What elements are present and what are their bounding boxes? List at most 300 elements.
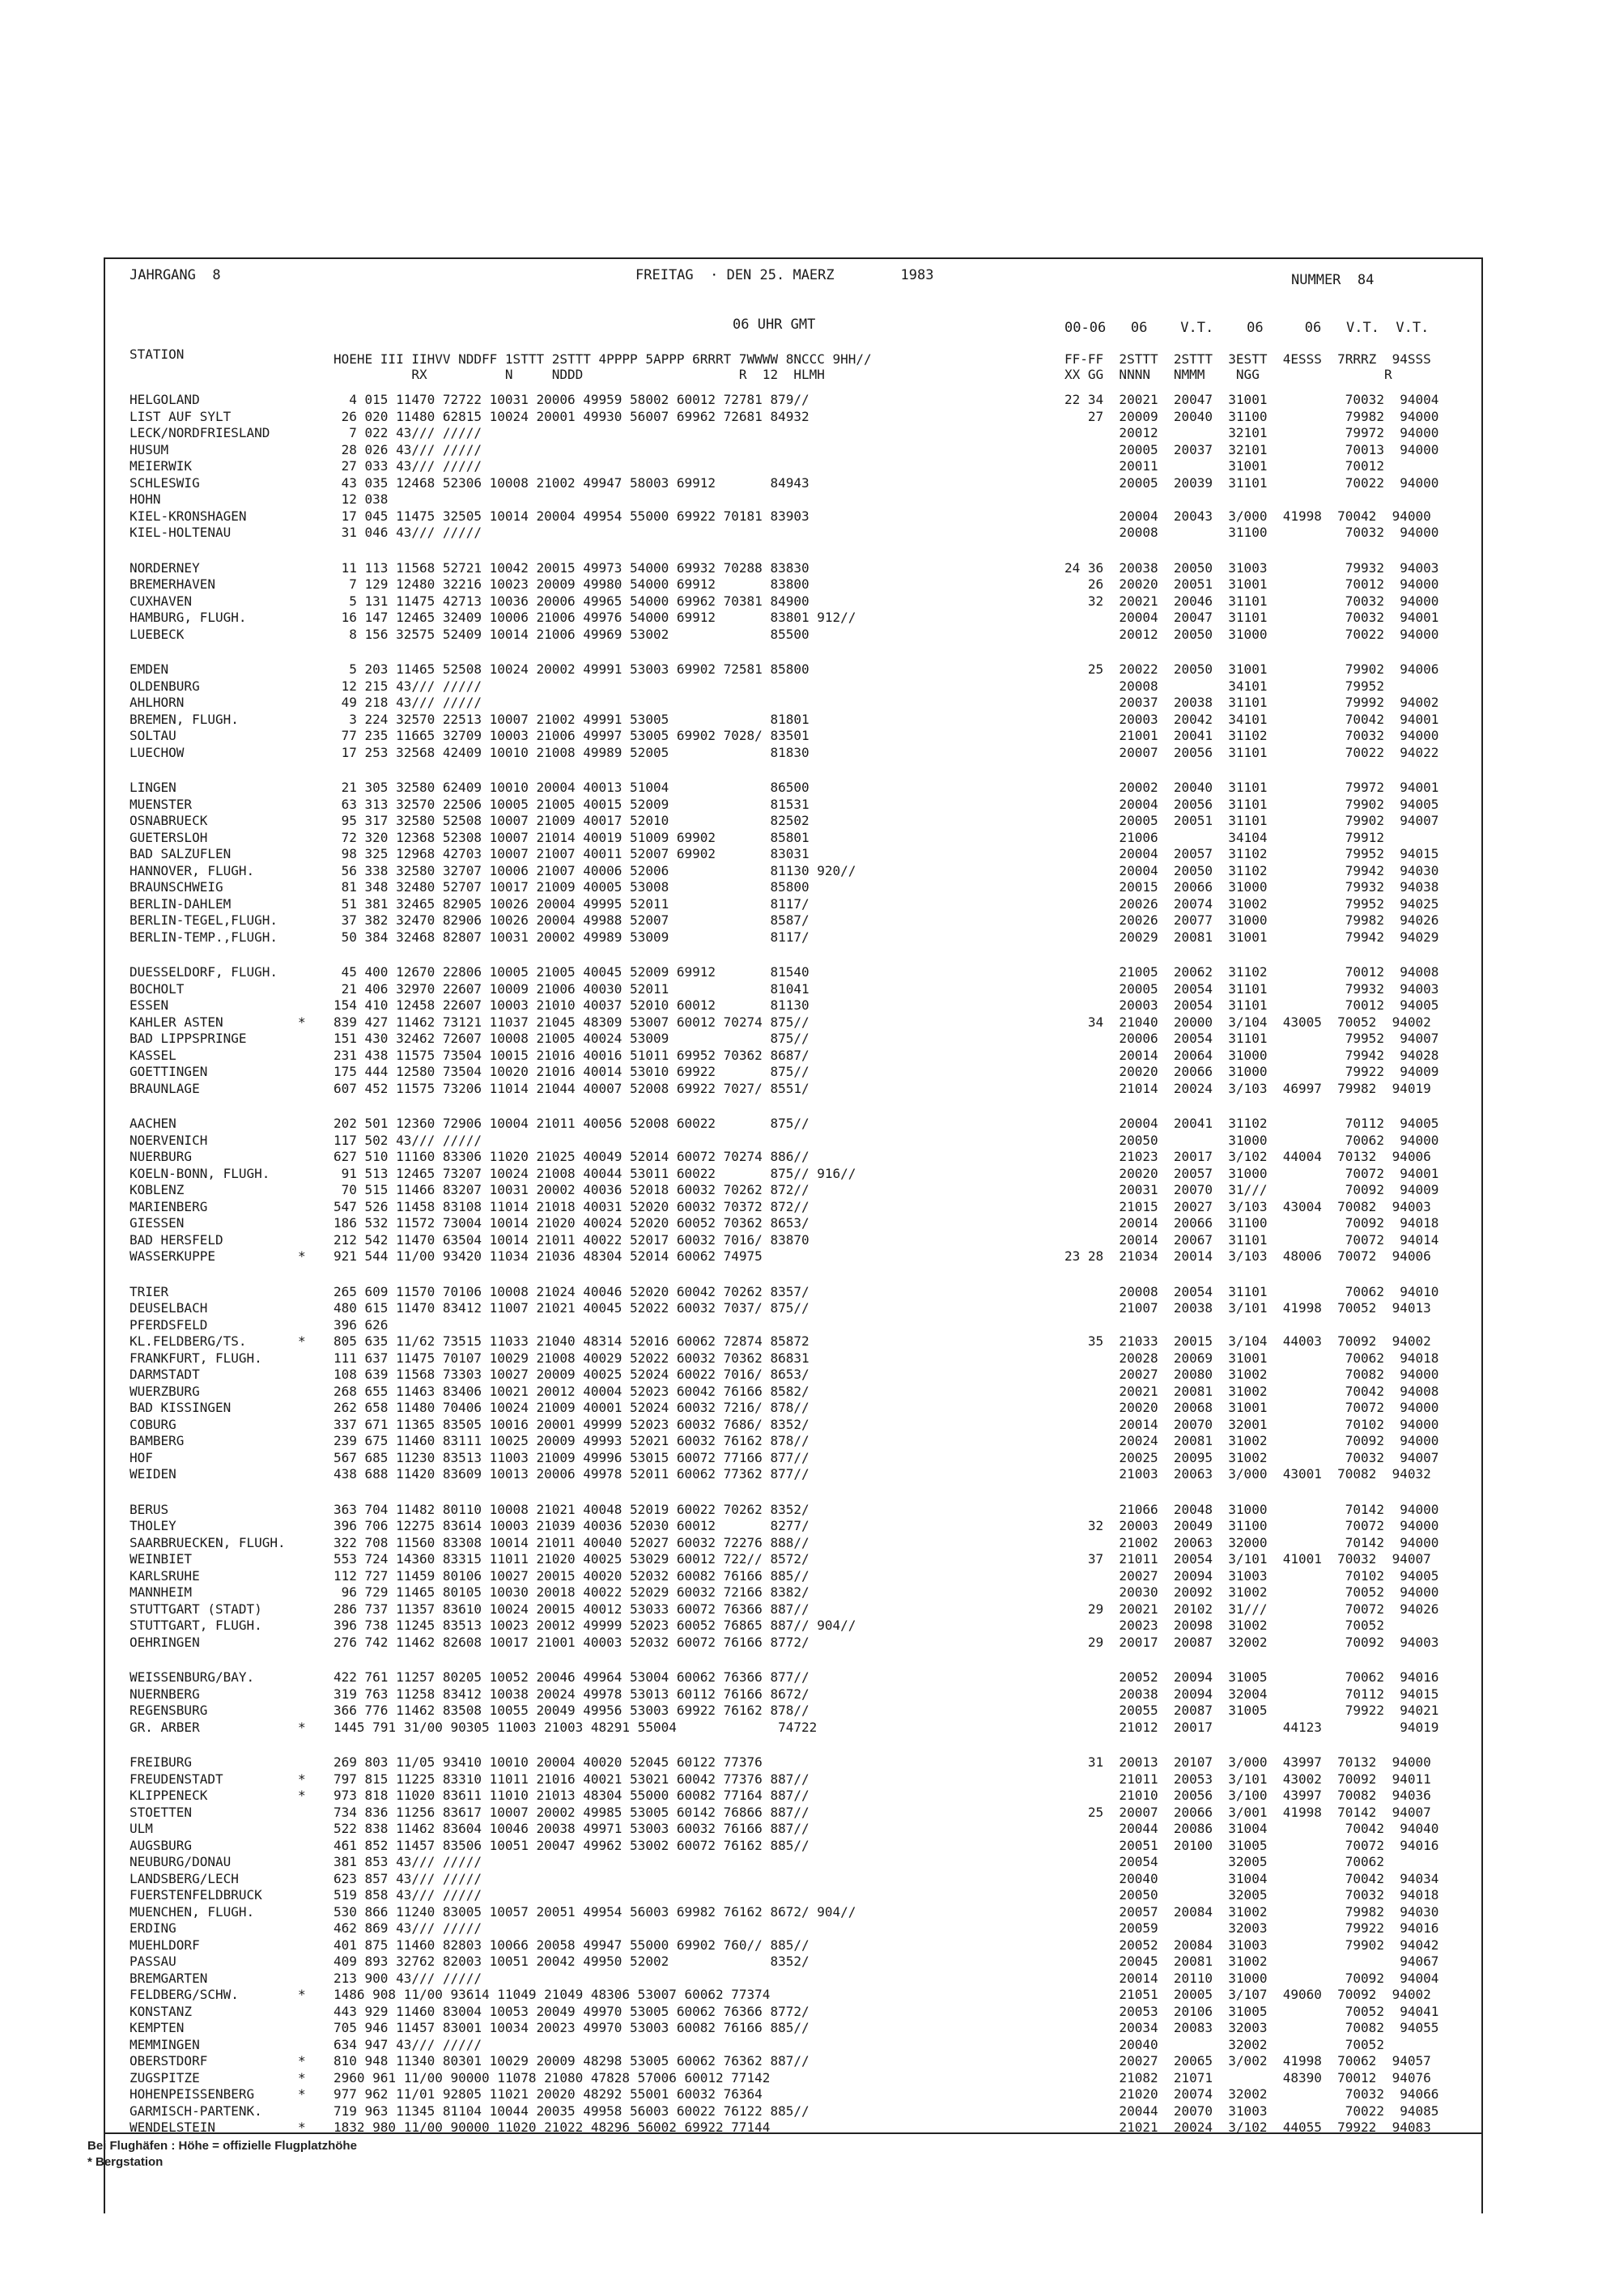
extra-data: 21021 20024 3/102 44055 79922 94083 <box>1064 2120 1431 2135</box>
station-row <box>130 1686 1473 1703</box>
station-row <box>130 1618 1473 1635</box>
station-name: NUERBURG <box>130 1149 193 1164</box>
station-row <box>130 1669 1473 1686</box>
report-number: NUMMER 84 <box>1291 272 1375 288</box>
extra-data: 20014 20066 31100 70092 94018 <box>1064 1215 1439 1231</box>
station-row <box>130 1920 1473 1937</box>
jahrgang: JAHRGANG 8 <box>130 267 221 283</box>
synop-data: 401 875 11460 82803 10066 20058 49947 55000 69902 760// 885// <box>334 1937 810 1953</box>
station-row <box>130 491 1473 508</box>
extra-data: 20031 20070 31/// 70092 94009 <box>1064 1182 1439 1197</box>
station-row <box>130 1317 1473 1334</box>
station-row <box>130 1215 1473 1232</box>
station-name: WUERZBURG <box>130 1383 200 1399</box>
station-name: ESSEN <box>130 997 169 1013</box>
extra-data: 32 20003 20049 31100 70072 94000 <box>1064 1518 1439 1533</box>
synop-data: 151 430 32462 72607 10008 21005 40024 53009 875// <box>334 1031 810 1046</box>
station-name: BREMEN, FLUGH. <box>130 711 239 727</box>
synop-data: 31 046 43/// ///// <box>334 525 482 540</box>
station-row <box>130 525 1473 542</box>
synop-data: 111 637 11475 70107 10029 21008 40029 52022 60032 70362 86831 <box>334 1350 810 1366</box>
synop-data: 396 706 12275 83614 10003 21039 40036 52030 60012 8277/ <box>334 1518 810 1533</box>
synop-data: 2960 961 11/00 90000 11078 21080 47828 57006 60012 77142 <box>334 2069 771 2086</box>
synop-data: 4 015 11470 72722 10031 20006 49959 58002 60012 72781 879// <box>334 392 810 407</box>
report-date: FREITAG · DEN 25. MAERZ 1983 <box>635 267 934 283</box>
station-name: SCHLESWIG <box>130 474 200 491</box>
station-row <box>130 896 1473 913</box>
synop-data: 239 675 11460 83111 10025 20009 49993 52021 60032 76162 878// <box>334 1433 810 1448</box>
synop-data: 286 737 11357 83610 10024 20015 40012 53033 60072 76366 887// <box>334 1601 810 1617</box>
synop-data: 322 708 11560 83308 10014 21011 40040 52027 60032 72276 888// <box>334 1534 810 1550</box>
synop-data: 28 026 43/// ///// <box>334 441 482 457</box>
synop-data: 461 852 11457 83506 10051 20047 49962 53002 60072 76162 885// <box>334 1837 810 1853</box>
synop-data: 37 382 32470 82906 10026 20004 49988 52007 8587/ <box>334 912 810 928</box>
station-row <box>130 1987 1473 2004</box>
extra-data: 25 20007 20066 3/001 41998 70142 94007 <box>1064 1804 1431 1820</box>
extra-data: 20026 20074 31002 79952 94025 <box>1064 895 1439 912</box>
extra-data: 21014 20024 3/103 46997 79982 94019 <box>1064 1080 1431 1096</box>
extra-data: 20050 32005 70032 94018 <box>1064 1887 1439 1903</box>
station-row <box>130 1064 1473 1081</box>
synop-data: 72 320 12368 52308 10007 21014 40019 51009 69902 85801 <box>334 829 810 845</box>
synop-data: 8 156 32575 52409 10014 21006 49969 53002 85500 <box>334 626 810 642</box>
synop-data: 108 639 11568 73303 10027 20009 40025 52024 60022 7016/ 8653/ <box>334 1367 810 1382</box>
extra-data: 20011 31001 70012 <box>1064 458 1384 474</box>
station-row <box>130 1805 1473 1822</box>
station-name: WENDELSTEIN <box>130 2120 215 2135</box>
extra-data: 20008 31100 70032 94000 <box>1064 525 1439 540</box>
station-name: OLDENBURG <box>130 678 200 694</box>
synop-data: 70 515 11466 83207 10031 20002 40036 52018 60032 70262 872// <box>334 1182 810 1197</box>
station-row <box>130 1635 1473 1652</box>
extra-data: 20002 20040 31101 79972 94001 <box>1064 780 1439 795</box>
synop-data: 422 761 11257 80205 10052 20046 49964 53004 60062 76366 877// <box>334 1669 810 1685</box>
station-row <box>130 1821 1473 1838</box>
synop-data: 269 803 11/05 93410 10010 20004 40020 52045 60122 77376 <box>334 1754 763 1770</box>
extra-data: 20054 32005 70062 <box>1064 1854 1384 1869</box>
station-row <box>130 846 1473 863</box>
station-name: BAD LIPPSPRINGE <box>130 1031 247 1046</box>
station-group <box>130 780 1473 946</box>
extra-data: 20006 20054 31101 79952 94007 <box>1064 1031 1439 1046</box>
synop-data: 381 853 43/// ///// <box>334 1854 482 1869</box>
extra-data: 20014 20067 31101 70072 94014 <box>1064 1231 1439 1248</box>
extra-data: 21003 20063 3/000 43001 70082 94032 <box>1064 1466 1431 1482</box>
synop-data: 337 671 11365 83505 10016 20001 49999 52023 60032 7686/ 8352/ <box>334 1416 810 1432</box>
station-row <box>130 1535 1473 1552</box>
synop-data: 480 615 11470 83412 11007 21021 40045 52022 60032 7037/ 875// <box>334 1300 810 1316</box>
station-name: HOHENPEISSENBERG <box>130 2086 255 2102</box>
station-name: MUEHLDORF <box>130 1937 200 1953</box>
extra-data: 21015 20027 3/103 43004 70082 94003 <box>1064 1198 1431 1214</box>
extra-data: 20037 20038 31101 79992 94002 <box>1064 695 1439 710</box>
extra-data: 20053 20106 31005 70052 94041 <box>1064 2003 1439 2019</box>
station-name: WEINBIET <box>130 1551 193 1567</box>
extra-data: 20005 20054 31101 79932 94003 <box>1064 980 1439 997</box>
station-row <box>130 2053 1473 2070</box>
extra-data: 21023 20017 3/102 44004 70132 94006 <box>1064 1149 1431 1164</box>
synop-data: 396 626 <box>334 1316 389 1333</box>
station-name: BERLIN-DAHLEM <box>130 895 232 912</box>
station-group <box>130 964 1473 1097</box>
station-row <box>130 1081 1473 1098</box>
station-name: WEISSENBURG/BAY. <box>130 1669 255 1685</box>
extra-data: 29 20017 20087 32002 70092 94003 <box>1064 1634 1439 1650</box>
extra-data: 20014 20064 31000 79942 94028 <box>1064 1047 1439 1063</box>
extra-data: 21020 20074 32002 70032 94066 <box>1064 2086 1439 2102</box>
extra-data: 20015 20066 31000 79932 94038 <box>1064 879 1439 895</box>
synop-data: 363 704 11482 80110 10008 21021 40048 52019 60022 70262 8352/ <box>334 1501 810 1517</box>
station-row <box>130 695 1473 712</box>
station-name: DUESSELDORF, FLUGH. <box>130 964 278 980</box>
extra-data: 20005 20051 31101 79902 94007 <box>1064 813 1439 828</box>
station-row <box>130 392 1473 409</box>
station-group <box>130 1502 1473 1652</box>
extra-data: 21012 20017 44123 94019 <box>1064 1719 1439 1735</box>
synop-data: 276 742 11462 82608 10017 21001 40003 52032 60072 76166 8772/ <box>334 1634 810 1650</box>
station-row <box>130 1954 1473 1971</box>
station-name: MARIENBERG <box>130 1198 208 1214</box>
synop-data: 734 836 11256 83617 10007 20002 49985 53005 60142 76866 887// <box>334 1804 810 1820</box>
station-row <box>130 1149 1473 1166</box>
station-row <box>130 2070 1473 2087</box>
station-name: MEMMINGEN <box>130 2036 200 2052</box>
synop-data: 366 776 11462 83508 10055 20049 49956 53003 69922 76162 878// <box>334 1703 810 1718</box>
extra-data: 20034 20083 32003 70082 94055 <box>1064 2020 1439 2035</box>
station-name: HELGOLAND <box>130 392 200 407</box>
station-name: KONSTANZ <box>130 2003 193 2019</box>
extra-data: 20027 20080 31002 70082 94000 <box>1064 1367 1439 1382</box>
extra-data: 20020 20066 31000 79922 94009 <box>1064 1064 1439 1079</box>
synop-data: 519 858 43/// ///// <box>334 1887 482 1903</box>
station-row <box>130 1433 1473 1450</box>
synop-data: 81 348 32480 52707 10017 21009 40005 53008 85800 <box>334 879 810 895</box>
synop-data: 11 113 11568 52721 10042 20015 49973 54000 69932 70288 83830 <box>334 559 810 576</box>
synop-data: 21 406 32970 22607 10009 21006 40030 52011 81041 <box>334 980 810 997</box>
station-name: BERLIN-TEGEL,FLUGH. <box>130 912 278 928</box>
station-row <box>130 425 1473 442</box>
synop-data: 805 635 11/62 73515 11033 21040 48314 52016 60062 72874 85872 <box>334 1333 810 1349</box>
station-name: BERLIN-TEMP.,FLUGH. <box>130 929 278 945</box>
station-name: LUEBECK <box>130 626 185 642</box>
station-row <box>130 1367 1473 1384</box>
station-row <box>130 879 1473 896</box>
station-name: KIEL-KRONSHAGEN <box>130 508 247 524</box>
station-row <box>130 508 1473 525</box>
extra-data: 20012 20050 31000 70022 94000 <box>1064 626 1439 642</box>
synop-data: 973 818 11020 83611 11010 21013 48304 55000 60082 77164 887// <box>334 1788 810 1803</box>
synop-data: 26 020 11480 62815 10024 20001 49930 56007 69962 72681 84932 <box>334 408 810 424</box>
station-name: MUENSTER <box>130 796 193 812</box>
mountain-marker: * <box>298 2053 306 2069</box>
extra-data: 20059 32003 79922 94016 <box>1064 1920 1439 1936</box>
mountain-marker: * <box>298 2086 306 2102</box>
station-name: BRAUNLAGE <box>130 1080 200 1096</box>
station-row <box>130 964 1473 981</box>
station-name: FRANKFURT, FLUGH. <box>130 1350 262 1366</box>
synop-data: 719 963 11345 81104 10044 20035 49958 56003 60022 76122 885// <box>334 2103 810 2119</box>
station-row <box>130 409 1473 426</box>
station-name: CUXHAVEN <box>130 593 193 609</box>
station-group <box>130 1284 1473 1483</box>
station-name: DEUSELBACH <box>130 1300 208 1316</box>
station-row <box>130 1584 1473 1601</box>
synop-data: 213 900 43/// ///// <box>334 1970 482 1986</box>
station-name: LIST AUF SYLT <box>130 408 232 424</box>
synop-data: 21 305 32580 62409 10010 20004 40013 51004 86500 <box>334 780 810 795</box>
extra-data: 20027 20094 31003 70102 94005 <box>1064 1567 1439 1584</box>
station-row <box>130 830 1473 847</box>
station-row <box>130 1333 1473 1350</box>
station-name: SAARBRUECKEN, FLUGH. <box>130 1534 286 1550</box>
synop-data: 17 253 32568 42409 10010 21008 49989 52005 81830 <box>334 744 810 760</box>
station-row <box>130 2004 1473 2021</box>
synop-data: 112 727 11459 80106 10027 20015 40020 52032 60082 76166 885// <box>334 1567 810 1584</box>
station-row <box>130 981 1473 998</box>
station-name: WASSERKUPPE <box>130 1248 215 1264</box>
synop-data: 443 929 11460 83004 10053 20049 49970 53005 60062 76366 8772/ <box>334 2003 810 2019</box>
station-row <box>130 1133 1473 1150</box>
station-name: WEIDEN <box>130 1466 176 1482</box>
synop-data: 96 729 11465 80105 10030 20018 40022 52029 60032 72166 8382/ <box>334 1584 810 1600</box>
station-row <box>130 1384 1473 1401</box>
station-name: KIEL-HOLTENAU <box>130 525 232 540</box>
synop-data: 607 452 11575 73206 11014 21044 40007 52008 69922 7027/ 8551/ <box>334 1080 810 1096</box>
ext-header-row2: XX GG NNNN NMMM NGG R <box>1064 367 1392 382</box>
synop-data: 51 381 32465 82905 10026 20004 49995 52011 8117/ <box>334 895 810 912</box>
extra-data: 21051 20005 3/107 49060 70092 94002 <box>1064 1987 1431 2002</box>
station-row <box>130 1754 1473 1771</box>
station-name: HOHN <box>130 491 161 507</box>
station-row <box>130 1551 1473 1568</box>
mountain-marker: * <box>298 2069 306 2086</box>
station-name: NORDERNEY <box>130 559 200 576</box>
station-name: KOELN-BONN, FLUGH. <box>130 1165 270 1181</box>
extra-data: 20003 20042 34101 70042 94001 <box>1064 711 1439 727</box>
synop-data: 409 893 32762 82003 10051 20042 49950 52002 8352/ <box>334 1954 810 1969</box>
station-group <box>130 1669 1473 1736</box>
station-name: STUTTGART (STADT) <box>130 1601 262 1617</box>
extra-data: 20007 20056 31101 70022 94022 <box>1064 744 1439 760</box>
station-row <box>130 1048 1473 1065</box>
station-row <box>130 1166 1473 1183</box>
synop-data: 186 532 11572 73004 10014 21020 40024 52020 60052 70362 8653/ <box>334 1215 810 1231</box>
extra-data: 35 21033 20015 3/104 44003 70092 94002 <box>1064 1333 1431 1349</box>
station-row <box>130 797 1473 814</box>
synop-data: 797 815 11225 83310 11011 21016 40021 53021 60042 77376 887// <box>334 1771 810 1787</box>
extra-data: 20004 20043 3/000 41998 70042 94000 <box>1064 508 1431 524</box>
extra-data: 20040 32002 70052 <box>1064 2036 1384 2052</box>
extra-data: 20025 20095 31002 70032 94007 <box>1064 1449 1439 1465</box>
synop-data: 175 444 12580 73504 10020 21016 40014 53010 69922 875// <box>334 1064 810 1079</box>
extra-data: 32 20021 20046 31101 70032 94000 <box>1064 593 1439 609</box>
station-row <box>130 1014 1473 1031</box>
station-row <box>130 1502 1473 1519</box>
station-row <box>130 1417 1473 1434</box>
station-row <box>130 1232 1473 1249</box>
extra-data: 20044 20086 31004 70042 94040 <box>1064 1821 1439 1836</box>
extra-data: 20055 20087 31005 79922 94021 <box>1064 1703 1439 1718</box>
station-row <box>130 627 1473 644</box>
station-row <box>130 1182 1473 1199</box>
main-header-row1: HOEHE III IIHVV NDDFF 1STTT 2STTT 4PPPP 5APPP 6RRRT 7WWWW 8NCCC 9HH// <box>334 351 872 367</box>
station-name: STUTTGART, FLUGH. <box>130 1618 262 1633</box>
station-name: ZUGSPITZE <box>130 2069 200 2086</box>
station-name: NOERVENICH <box>130 1132 208 1148</box>
station-name: KAHLER ASTEN <box>130 1014 223 1030</box>
synop-data: 45 400 12670 22806 10005 21005 40045 52009 69912 81540 <box>334 964 810 980</box>
station-row <box>130 1248 1473 1265</box>
extra-data: 20003 20054 31101 70012 94005 <box>1064 997 1439 1013</box>
station-row <box>130 1284 1473 1301</box>
station-name: HOF <box>130 1449 153 1465</box>
extra-data: 20008 34101 79952 <box>1064 678 1384 694</box>
extra-data: 20027 20065 3/002 41998 70062 94057 <box>1064 2053 1431 2069</box>
station-name: KOBLENZ <box>130 1182 185 1197</box>
station-name: THOLEY <box>130 1518 176 1533</box>
extra-data: 20051 20100 31005 70072 94016 <box>1064 1837 1439 1853</box>
synop-data: 262 658 11480 70406 10024 21009 40001 52024 60032 7216/ 878// <box>334 1400 810 1415</box>
station-name: GARMISCH-PARTENK. <box>130 2103 262 2119</box>
station-row <box>130 929 1473 946</box>
station-name: BAD SALZUFLEN <box>130 846 232 861</box>
station-row <box>130 1116 1473 1133</box>
synop-data: 231 438 11575 73504 10015 21016 40016 51011 69952 70362 8687/ <box>334 1047 810 1063</box>
extra-data: 24 36 20038 20050 31003 79932 94003 <box>1064 559 1439 576</box>
synop-data: 50 384 32468 82807 10031 20002 49989 53009 8117/ <box>334 929 810 945</box>
extra-data: 20050 31000 70062 94000 <box>1064 1132 1439 1148</box>
station-row <box>130 1199 1473 1216</box>
station-name: MUENCHEN, FLUGH. <box>130 1903 255 1920</box>
station-name: REGENSBURG <box>130 1703 208 1718</box>
station-row <box>130 863 1473 880</box>
synop-data: 810 948 11340 80301 10029 20009 48298 53005 60062 76362 887// <box>334 2053 810 2069</box>
synop-data: 212 542 11470 63504 10014 21011 40022 52017 60032 7016/ 83870 <box>334 1231 810 1248</box>
synop-data: 95 317 32580 52508 10007 21009 40017 52010 82502 <box>334 813 810 828</box>
extra-data: 25 20022 20050 31001 79902 94006 <box>1064 661 1439 677</box>
station-row <box>130 813 1473 830</box>
extra-data: 23 28 21034 20014 3/103 48006 70072 94006 <box>1064 1248 1431 1264</box>
station-row <box>130 1300 1473 1317</box>
station-name: TRIER <box>130 1283 169 1299</box>
synop-data: 16 147 12465 32409 10006 21006 49976 54000 69912 83801 912// <box>334 610 856 625</box>
station-row <box>130 661 1473 678</box>
synop-data: 7 022 43/// ///// <box>334 425 482 440</box>
synop-data: 839 427 11462 73121 11037 21045 48309 53007 60012 70274 875// <box>334 1014 810 1030</box>
extra-data: 22 34 20021 20047 31001 70032 94004 <box>1064 392 1439 407</box>
station-row <box>130 1720 1473 1737</box>
station-name: ERDING <box>130 1920 176 1936</box>
station-name: BREMERHAVEN <box>130 576 215 592</box>
station-name: FREUDENSTADT <box>130 1771 223 1787</box>
synop-data: 43 035 12468 52306 10008 21002 49947 58003 69912 84943 <box>334 474 810 491</box>
extra-data: 20026 20077 31000 79982 94026 <box>1064 912 1439 928</box>
synop-data: 202 501 12360 72906 10004 21011 40056 52008 60022 875// <box>334 1116 810 1131</box>
extra-data: 20004 20057 31102 79952 94015 <box>1064 846 1439 861</box>
synop-data: 705 946 11457 83001 10034 20023 49970 53003 60082 76166 885// <box>334 2020 810 2035</box>
station-group <box>130 1116 1473 1265</box>
station-row <box>130 1031 1473 1048</box>
extra-data: 29 20021 20102 31/// 70072 94026 <box>1064 1601 1439 1617</box>
station-name: LECK/NORDFRIESLAND <box>130 425 270 440</box>
station-name: GR. ARBER <box>130 1719 200 1735</box>
station-row <box>130 912 1473 929</box>
extra-data: 20030 20092 31002 70052 94000 <box>1064 1584 1439 1600</box>
extra-data: 20014 20110 31000 70092 94004 <box>1064 1970 1439 1986</box>
extra-data: 21006 34104 79912 <box>1064 829 1384 845</box>
station-name: KLIPPENECK <box>130 1788 208 1803</box>
station-row <box>130 997 1473 1014</box>
extra-data: 20004 20056 31101 79902 94005 <box>1064 796 1439 812</box>
synop-data: 623 857 43/// ///// <box>334 1870 482 1886</box>
extra-data: 20040 31004 70042 94034 <box>1064 1870 1439 1886</box>
ext-header-row0: 00-06 06 V.T. 06 06 V.T. V.T. <box>1064 320 1430 336</box>
station-name: AHLHORN <box>130 695 185 710</box>
station-name: PFERDSFELD <box>130 1316 208 1333</box>
station-group <box>130 661 1473 761</box>
station-row <box>130 1854 1473 1871</box>
station-row <box>130 1400 1473 1417</box>
extra-data: 37 21011 20054 3/101 41001 70032 94007 <box>1064 1551 1431 1567</box>
synop-data: 921 544 11/00 93420 11034 21036 48304 52014 60062 74975 <box>334 1248 763 1264</box>
extra-data: 20020 20057 31000 70072 94001 <box>1064 1165 1439 1181</box>
station-name: OEHRINGEN <box>130 1634 200 1650</box>
station-row <box>130 2086 1473 2103</box>
mountain-marker: * <box>298 2120 306 2135</box>
extra-data: 20045 20081 31002 94067 <box>1064 1954 1439 1969</box>
station-row <box>130 1466 1473 1483</box>
station-row <box>130 1450 1473 1467</box>
station-name: ULM <box>130 1821 153 1836</box>
extra-data: 20005 20039 31101 70022 94000 <box>1064 474 1439 491</box>
station-name: NUERNBERG <box>130 1686 200 1702</box>
station-name: LUECHOW <box>130 744 185 760</box>
mountain-marker: * <box>298 1248 306 1264</box>
station-row <box>130 1871 1473 1888</box>
synop-data: 154 410 12458 22607 10003 21010 40037 52010 60012 81130 <box>334 997 810 1013</box>
extra-data: 21001 20041 31102 70032 94000 <box>1064 728 1439 743</box>
station-row <box>130 593 1473 610</box>
station-row <box>130 576 1473 593</box>
station-name: SOLTAU <box>130 728 176 743</box>
station-name: NEUBURG/DONAU <box>130 1854 232 1869</box>
extra-data: 20021 20081 31002 70042 94008 <box>1064 1383 1439 1399</box>
station-row <box>130 1788 1473 1805</box>
extra-data: 20004 20041 31102 70112 94005 <box>1064 1116 1439 1131</box>
mountain-marker: * <box>298 1987 306 2002</box>
synop-data: 977 962 11/01 92805 11021 20020 48292 55001 60032 76364 <box>334 2086 763 2102</box>
synop-data: 547 526 11458 83108 11014 21018 40031 52020 60032 70372 872// <box>334 1198 810 1214</box>
station-row <box>130 2120 1473 2137</box>
extra-data: 21007 20038 3/101 41998 70052 94013 <box>1064 1300 1431 1316</box>
extra-data: 21011 20053 3/101 43002 70092 94011 <box>1064 1771 1431 1787</box>
station-name: AACHEN <box>130 1116 176 1131</box>
extra-data: 21010 20056 3/100 43997 70082 94036 <box>1064 1788 1431 1803</box>
extra-data: 20038 20094 32004 70112 94015 <box>1064 1686 1439 1702</box>
mountain-marker: * <box>298 1333 306 1349</box>
station-row <box>130 442 1473 459</box>
synop-data: 17 045 11475 32505 10014 20004 49954 55000 69922 70181 83903 <box>334 508 810 524</box>
station-name: BRAUNSCHWEIG <box>130 879 223 895</box>
station-row <box>130 1568 1473 1585</box>
station-name: BAD HERSFELD <box>130 1231 223 1248</box>
extra-data: 26 20020 20051 31001 70012 94000 <box>1064 576 1439 592</box>
station-name: BAMBERG <box>130 1433 185 1448</box>
mountain-marker: * <box>298 1771 306 1787</box>
synop-data: 63 313 32570 22506 10005 21005 40015 52009 81531 <box>334 796 810 812</box>
synop-data: 7 129 12480 32216 10023 20009 49980 54000 69912 83800 <box>334 576 810 592</box>
station-name: KL.FELDBERG/TS. <box>130 1333 247 1349</box>
